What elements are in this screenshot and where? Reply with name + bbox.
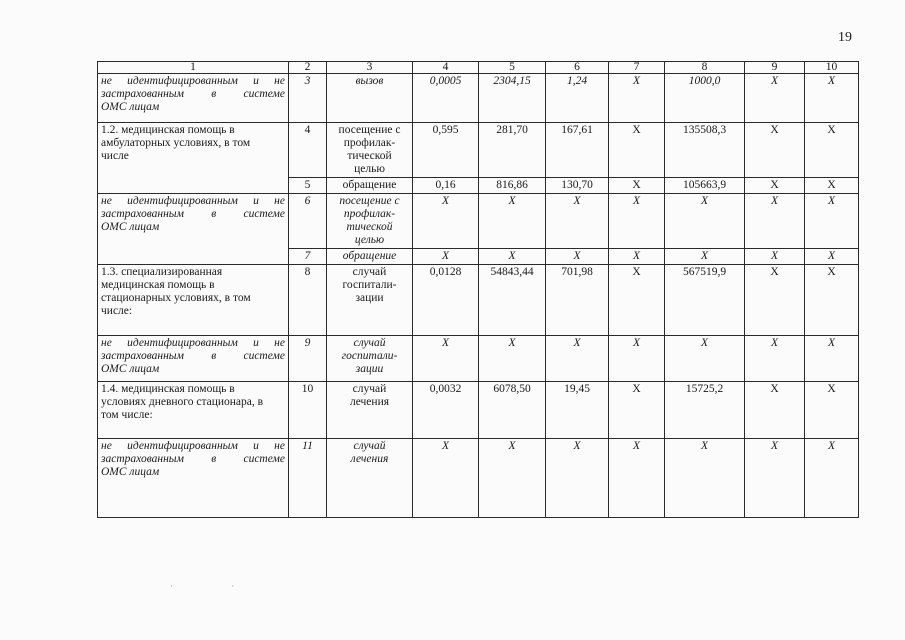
cell-line: 1.2. медицинская помощь в xyxy=(101,124,235,136)
value-cell: Х xyxy=(745,265,805,336)
value-cell: 816,86 xyxy=(479,178,546,194)
value-cell: 54843,44 xyxy=(479,265,546,336)
cell-line: госпитали- xyxy=(341,350,398,362)
value-cell: 0,16 xyxy=(413,178,479,194)
cell-line: не идентифицированным и не xyxy=(101,75,285,87)
value-cell: Х xyxy=(805,382,859,439)
value-cell: Х xyxy=(609,249,665,265)
value-cell: Х xyxy=(609,194,665,249)
value-cell: 6078,50 xyxy=(479,382,546,439)
table-row xyxy=(98,194,859,249)
cell-line: амбулаторных условиях, в том xyxy=(101,137,251,149)
value-cell: 2304,15 xyxy=(479,74,546,123)
tariff-table xyxy=(97,61,859,518)
header-cell: 3 xyxy=(327,62,413,74)
cell-line: посещение с xyxy=(339,195,400,207)
table-row xyxy=(98,74,859,123)
unit-cell xyxy=(327,123,413,178)
unit-cell xyxy=(327,194,413,249)
value-cell: Х xyxy=(413,249,479,265)
header-cell: 2 xyxy=(289,62,327,74)
value-cell: Х xyxy=(805,194,859,249)
value-cell: 701,98 xyxy=(546,265,609,336)
value-cell: Х xyxy=(609,265,665,336)
value-cell: 105663,9 xyxy=(665,178,745,194)
value-cell: Х xyxy=(805,249,859,265)
header-cell: 5 xyxy=(479,62,546,74)
value-cell: Х xyxy=(479,249,546,265)
cell-line: ОМС лицам xyxy=(101,101,160,113)
cell-line: зации xyxy=(355,292,384,304)
value-cell: 0,0005 xyxy=(413,74,479,123)
description-cell xyxy=(98,382,289,439)
value-cell: 167,61 xyxy=(546,123,609,178)
cell-line: застрахованным в системе xyxy=(101,453,285,465)
cell-line: тической xyxy=(346,221,393,233)
value-cell: Х xyxy=(745,123,805,178)
table-row xyxy=(98,265,859,336)
value-cell: Х xyxy=(805,74,859,123)
value-cell: Х xyxy=(479,336,546,382)
value-cell: Х xyxy=(805,336,859,382)
value-cell: 1,24 xyxy=(546,74,609,123)
value-cell: 0,595 xyxy=(413,123,479,178)
value-cell: Х xyxy=(665,439,745,518)
cell-line: обращение xyxy=(342,179,397,191)
unit-cell xyxy=(327,382,413,439)
header-cell: 6 xyxy=(546,62,609,74)
cell-line: 1.4. медицинская помощь в xyxy=(101,383,235,395)
cell-line: не идентифицированным и не xyxy=(101,440,285,452)
value-cell: Х xyxy=(479,194,546,249)
value-cell: Х xyxy=(413,194,479,249)
row-number-cell: 10 xyxy=(289,382,327,439)
value-cell: Х xyxy=(745,194,805,249)
row-number-cell: 5 xyxy=(289,178,327,194)
header-cell: 10 xyxy=(805,62,859,74)
cell-line: не идентифицированным и не xyxy=(101,337,285,349)
cell-line: случай xyxy=(352,383,387,395)
cell-line: случай xyxy=(353,337,386,349)
cell-line: целью xyxy=(354,234,385,246)
value-cell: Х xyxy=(479,439,546,518)
cell-line: посещение с xyxy=(338,124,401,136)
row-number-cell: 6 xyxy=(289,194,327,249)
header-cell: 9 xyxy=(745,62,805,74)
table-row xyxy=(98,123,859,178)
cell-line: зации xyxy=(355,363,384,375)
value-cell: 281,70 xyxy=(479,123,546,178)
cell-line: вызов xyxy=(355,75,384,87)
row-number-cell: 3 xyxy=(289,74,327,123)
cell-line: стационарных условиях, в том xyxy=(101,292,251,304)
row-number-cell: 11 xyxy=(289,439,327,518)
value-cell: Х xyxy=(413,439,479,518)
value-cell: Х xyxy=(805,123,859,178)
cell-line: профилак- xyxy=(343,137,396,149)
value-cell: Х xyxy=(609,439,665,518)
cell-line: не идентифицированным и не xyxy=(101,195,285,207)
cell-line: тической xyxy=(347,150,392,162)
cell-line: лечения xyxy=(350,453,389,465)
value-cell: Х xyxy=(665,336,745,382)
cell-line: числе xyxy=(101,150,129,162)
value-cell: 135508,3 xyxy=(665,123,745,178)
cell-line: застрахованным в системе xyxy=(101,88,285,100)
unit-cell xyxy=(327,336,413,382)
value-cell: Х xyxy=(745,74,805,123)
cell-line: том числе: xyxy=(101,409,153,421)
value-cell: Х xyxy=(805,439,859,518)
unit-cell xyxy=(327,265,413,336)
cell-line: числе: xyxy=(101,305,133,317)
value-cell: Х xyxy=(609,178,665,194)
value-cell: 1000,0 xyxy=(665,74,745,123)
table-row xyxy=(98,382,859,439)
value-cell: Х xyxy=(546,194,609,249)
value-cell: Х xyxy=(665,194,745,249)
value-cell: 19,45 xyxy=(546,382,609,439)
value-cell: Х xyxy=(546,249,609,265)
value-cell: Х xyxy=(745,336,805,382)
cell-line: профилак- xyxy=(343,208,396,220)
unit-cell xyxy=(327,249,413,265)
value-cell: Х xyxy=(609,382,665,439)
cell-line: ОМС лицам xyxy=(101,363,160,375)
description-cell xyxy=(98,74,289,123)
header-cell: 7 xyxy=(609,62,665,74)
cell-line: условиях дневного стационара, в xyxy=(101,396,264,408)
cell-line: ОМС лицам xyxy=(101,221,160,233)
header-cell: 8 xyxy=(665,62,745,74)
description-cell xyxy=(98,265,289,336)
table-row xyxy=(98,336,859,382)
value-cell: Х xyxy=(546,336,609,382)
unit-cell xyxy=(327,74,413,123)
cell-line: медицинская помощь в xyxy=(101,279,215,291)
table-row xyxy=(98,439,859,518)
header-cell: 1 xyxy=(98,62,289,74)
value-cell: Х xyxy=(413,336,479,382)
value-cell: Х xyxy=(665,249,745,265)
value-cell: Х xyxy=(546,439,609,518)
row-number-cell: 9 xyxy=(289,336,327,382)
cell-line: 1.3. специализированная xyxy=(101,266,223,278)
value-cell: 567519,9 xyxy=(665,265,745,336)
header-cell: 4 xyxy=(413,62,479,74)
page-number: 19 xyxy=(838,30,852,45)
value-cell: Х xyxy=(609,74,665,123)
value-cell: Х xyxy=(609,123,665,178)
value-cell: Х xyxy=(805,178,859,194)
value-cell: Х xyxy=(745,178,805,194)
value-cell: 15725,2 xyxy=(665,382,745,439)
description-cell xyxy=(98,123,289,194)
value-cell: 0,0032 xyxy=(413,382,479,439)
value-cell: 130,70 xyxy=(546,178,609,194)
row-number-cell: 8 xyxy=(289,265,327,336)
value-cell: Х xyxy=(745,249,805,265)
cell-line: случай xyxy=(353,440,386,452)
description-cell xyxy=(98,439,289,518)
cell-line: застрахованным в системе xyxy=(101,350,285,362)
cell-line: застрахованным в системе xyxy=(101,208,285,220)
unit-cell xyxy=(327,178,413,194)
row-number-cell: 7 xyxy=(289,249,327,265)
value-cell: Х xyxy=(805,265,859,336)
description-cell xyxy=(98,336,289,382)
row-number-cell: 4 xyxy=(289,123,327,178)
scan-specks: · · xyxy=(170,581,263,591)
cell-line: ОМС лицам xyxy=(101,466,160,478)
value-cell: Х xyxy=(609,336,665,382)
cell-line: лечения xyxy=(349,396,390,408)
cell-line: обращение xyxy=(342,250,397,262)
unit-cell xyxy=(327,439,413,518)
value-cell: Х xyxy=(745,382,805,439)
value-cell: 0,0128 xyxy=(413,265,479,336)
cell-line: случай xyxy=(352,266,387,278)
value-cell: Х xyxy=(745,439,805,518)
cell-line: госпитали- xyxy=(342,279,397,291)
header-row xyxy=(98,62,859,74)
description-cell xyxy=(98,194,289,265)
cell-line: целью xyxy=(354,163,385,175)
